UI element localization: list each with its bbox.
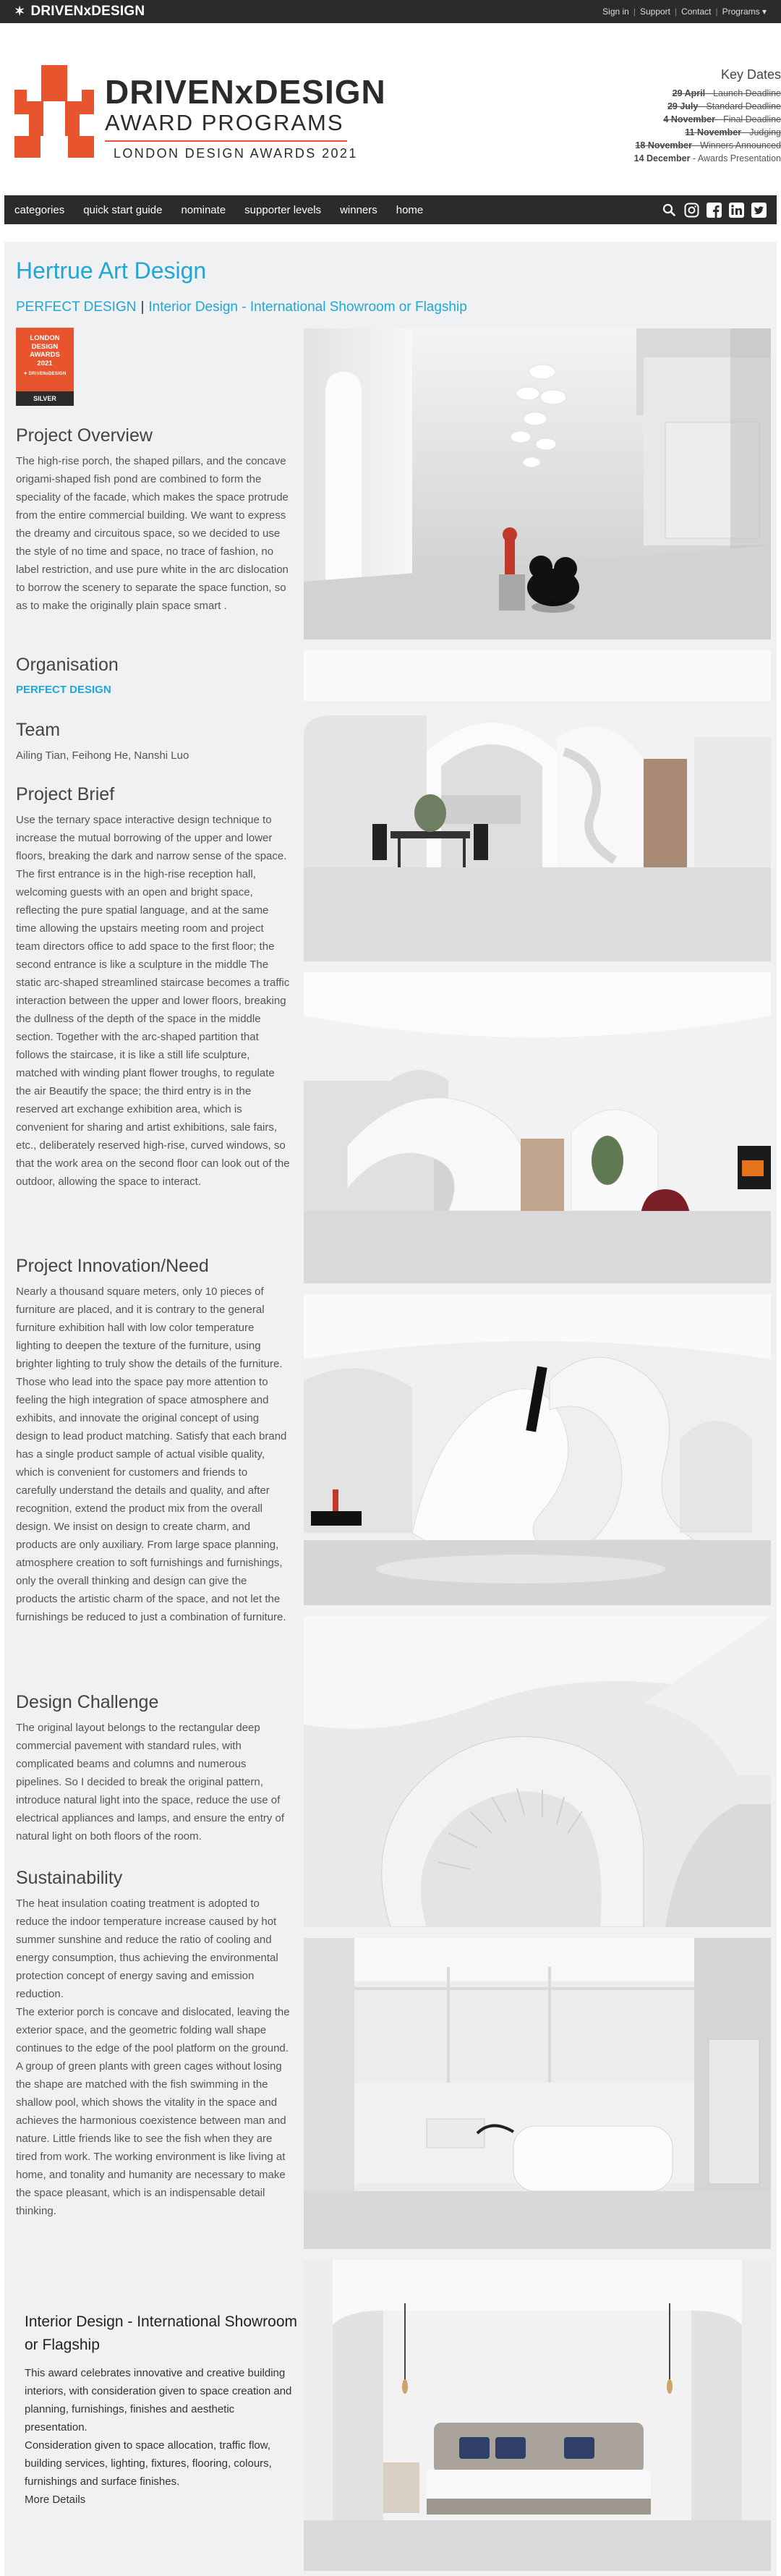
overview-section (16, 425, 291, 615)
overview-heading: Project Overview (16, 425, 153, 446)
key-date-row: 4 November - Final Deadline (663, 114, 781, 124)
logo-mark-icon[interactable] (14, 65, 94, 158)
support-link[interactable]: Support (639, 7, 671, 17)
nav-categories[interactable]: categories (14, 203, 65, 216)
award-category-title: Interior Design - International Showroom or Flagship (25, 2313, 298, 2353)
sign-in-link[interactable]: Sign in (602, 7, 629, 17)
search-icon[interactable] (661, 202, 677, 218)
logo-title: DRIVENxDESIGN (105, 73, 386, 111)
award-category-description: This award celebrates innovative and creative building interiors, with consideration given to space creation and planning, furnishings, finishes and aesthetic presentation. (25, 2367, 292, 2433)
nav-quick-start-guide[interactable]: quick start guide (83, 203, 163, 216)
top-links: Sign in | Support | Contact | Programs ▾ (602, 7, 767, 17)
programs-dropdown[interactable]: Programs ▾ (722, 7, 767, 17)
key-date-row: 11 November - Judging (685, 127, 781, 137)
brand-star-icon: ✶ (14, 4, 25, 18)
badge-level: SILVER (16, 391, 74, 406)
challenge-section (16, 1691, 291, 1845)
challenge-text: The original layout belongs to the rectangular deep commercial pavement with standard rules, with complicated beams and columns and numerous pipelines. So I decided to break the original pattern, introduce natural light into the space, reduce the use of electrical appliances and lamps, and ensure the entry of natural light on both floors of the room. (16, 1722, 285, 1842)
contact-link[interactable]: Contact (681, 7, 712, 17)
logo-subtitle: AWARD PROGRAMS (105, 110, 344, 135)
project-title: Hertrue Art Design (16, 258, 207, 284)
nav-home[interactable]: home (396, 203, 424, 216)
project-photo[interactable] (304, 972, 771, 1283)
main-nav (4, 195, 777, 224)
more-details-link[interactable]: More Details (25, 2494, 86, 2506)
project-photo[interactable] (304, 328, 771, 639)
key-date-row: 18 November - Winners Announced (635, 140, 781, 150)
innovation-section (16, 1255, 291, 1626)
project-photo[interactable] (304, 2260, 771, 2571)
project-photo[interactable] (304, 1616, 771, 1927)
silver-award-badge: LONDON DESIGN AWARDS 2021 ✦ DRIVENxDESIGN SILVER (16, 328, 74, 406)
logo-text[interactable] (105, 74, 386, 162)
key-dates (564, 67, 781, 165)
sustainability-heading: Sustainability (16, 1868, 123, 1888)
key-date-row: 29 April - Launch Deadline (672, 88, 781, 98)
sustainability-text-2: The exterior porch is concave and dislocated, leaving the exterior space, and the geometric folding wall shape continues to the edge of the pool platform on the ground. A group of green plants with green cages without losing the shape are matched with the fish swimming in the shallow pool, which shows the vitality in the space and achieves the harmonious coexistence between man and nature. Little friends like to see the fish when they are tired from work. The working environment is like living at home, and tonality and humanity are necessary to make the space pleasant, which is an indispensable detail thinking. (16, 2006, 290, 2217)
linkedin-icon[interactable] (728, 202, 744, 218)
team-text: Ailing Tian, Feihong He, Nanshi Luo (16, 749, 189, 762)
brief-text: Use the ternary space interactive design technique to increase the mutual borrowing of the upper and lower floors, breaking the dark and narrow sense of the space. The first entrance is in the high-rise reception hall, welcoming guests with an open and bright space, reflecting the pure spatial language, and at the same time allowing the upstairs meeting room and project team directors office to add space to the first floor; the second entrance is like a sculpture in the middle The static arc-shaped streamlined staircase becomes a traffic interaction between the upper and lower floors, breaking the dullness of the depth of the space in the middle section. Together with the arc-shaped partition that follows the staircase, it is like a still life sculpture, matched with winding plant flower troughs, to regulate the air Beautify the space; the third entry is in the reserved art exchange exhibition area, which is convenient for sharing and artist exhibitions, sale fairs, etc., deliberately reserved high-rise, curved windows, so that the work area on the second floor can look out of the outdoor, allowing the space to interact. (16, 814, 290, 1188)
project-photo[interactable] (304, 650, 771, 961)
twitter-icon[interactable] (751, 202, 767, 218)
brief-section (16, 783, 291, 1191)
instagram-icon[interactable] (683, 202, 699, 218)
key-date-row: 14 December - Awards Presentation (633, 153, 781, 163)
category-link[interactable]: Interior Design - International Showroom or Flagship (148, 299, 467, 315)
sustainability-text-1: The heat insulation coating treatment is adopted to reduce the indoor temperature increase caused by hot summer sunshine and reduce the ratio of cooling and energy consumption, thus achieving the environmental protection concept of energy saving and emission reduction. (16, 1897, 278, 2000)
logo-program: LONDON DESIGN AWARDS 2021 (114, 146, 358, 161)
organisation-link[interactable]: PERFECT DESIGN (16, 684, 111, 696)
brand-name: DRIVENxDESIGN (30, 4, 145, 19)
logo-rule (105, 140, 347, 142)
award-category-box (25, 2311, 299, 2509)
entrant-link[interactable]: PERFECT DESIGN (16, 299, 137, 315)
brand-small[interactable] (14, 4, 145, 20)
top-bar (0, 0, 781, 23)
overview-text: The high-rise porch, the shaped pillars, and the concave origami-shaped fish pond are combined to form the speciality of the facade, which makes the space protrude from the entire commercial building. We want to express the dreamy and circuitous space, so we decided to use the style of no time and space, no trace of fashion, no label restriction, and use pure white in the arc dislocation to borrow the scenery to separate the space function, so as to make the originally plain space smart . (16, 455, 289, 612)
sustainability-section (16, 1867, 291, 2220)
project-photo[interactable] (304, 1938, 771, 2249)
nav-winners[interactable]: winners (340, 203, 377, 216)
project-subtitle: PERFECT DESIGN | Interior Design - International Showroom or Flagship (16, 299, 467, 315)
challenge-heading: Design Challenge (16, 1692, 159, 1712)
key-dates-title: Key Dates (720, 67, 781, 82)
organisation-heading: Organisation (16, 655, 119, 675)
award-category-consideration: Consideration given to space allocation, traffic flow, building services, lighting, fixtures, flooring, colours, furnishings and surface finishes. (25, 2439, 272, 2488)
team-heading: Team (16, 720, 61, 740)
innovation-text: Nearly a thousand square meters, only 10 pieces of furniture are placed, and it is contrary to the general furniture exhibition hall with low color temperature lighting to deepen the texture of the furniture, using brighter lighting to truly show the details of the furniture. Those who lead into the space pay more attention to feeling the high integration of space atmosphere and exhibits, and innovate the original concept of using design to lead product matching. Satisfy that each brand has a single product sample of actual visible quality, which is convenient for customers and friends to carefully understand the details and quality, and after recognition, extend the product mix from the overall design. We insist on design to create charm, and products are only auxiliary. From large space planning, atmosphere creation to soft furnishings and furnishings, only the overall thinking and design can give the products the artistic charm of the space, and not let the furnishings be reduced to just a combination of furniture. (16, 1285, 287, 1623)
project-content (4, 242, 777, 2576)
brief-heading: Project Brief (16, 784, 115, 804)
organisation-section (16, 654, 291, 699)
key-date-row: 29 July - Standard Deadline (667, 101, 781, 111)
nav-nominate[interactable]: nominate (181, 203, 226, 216)
facebook-icon[interactable] (706, 202, 722, 218)
nav-supporter-levels[interactable]: supporter levels (244, 203, 322, 216)
site-header (0, 23, 781, 195)
project-photo[interactable] (304, 1294, 771, 1605)
innovation-heading: Project Innovation/Need (16, 1256, 209, 1276)
team-section (16, 719, 291, 765)
